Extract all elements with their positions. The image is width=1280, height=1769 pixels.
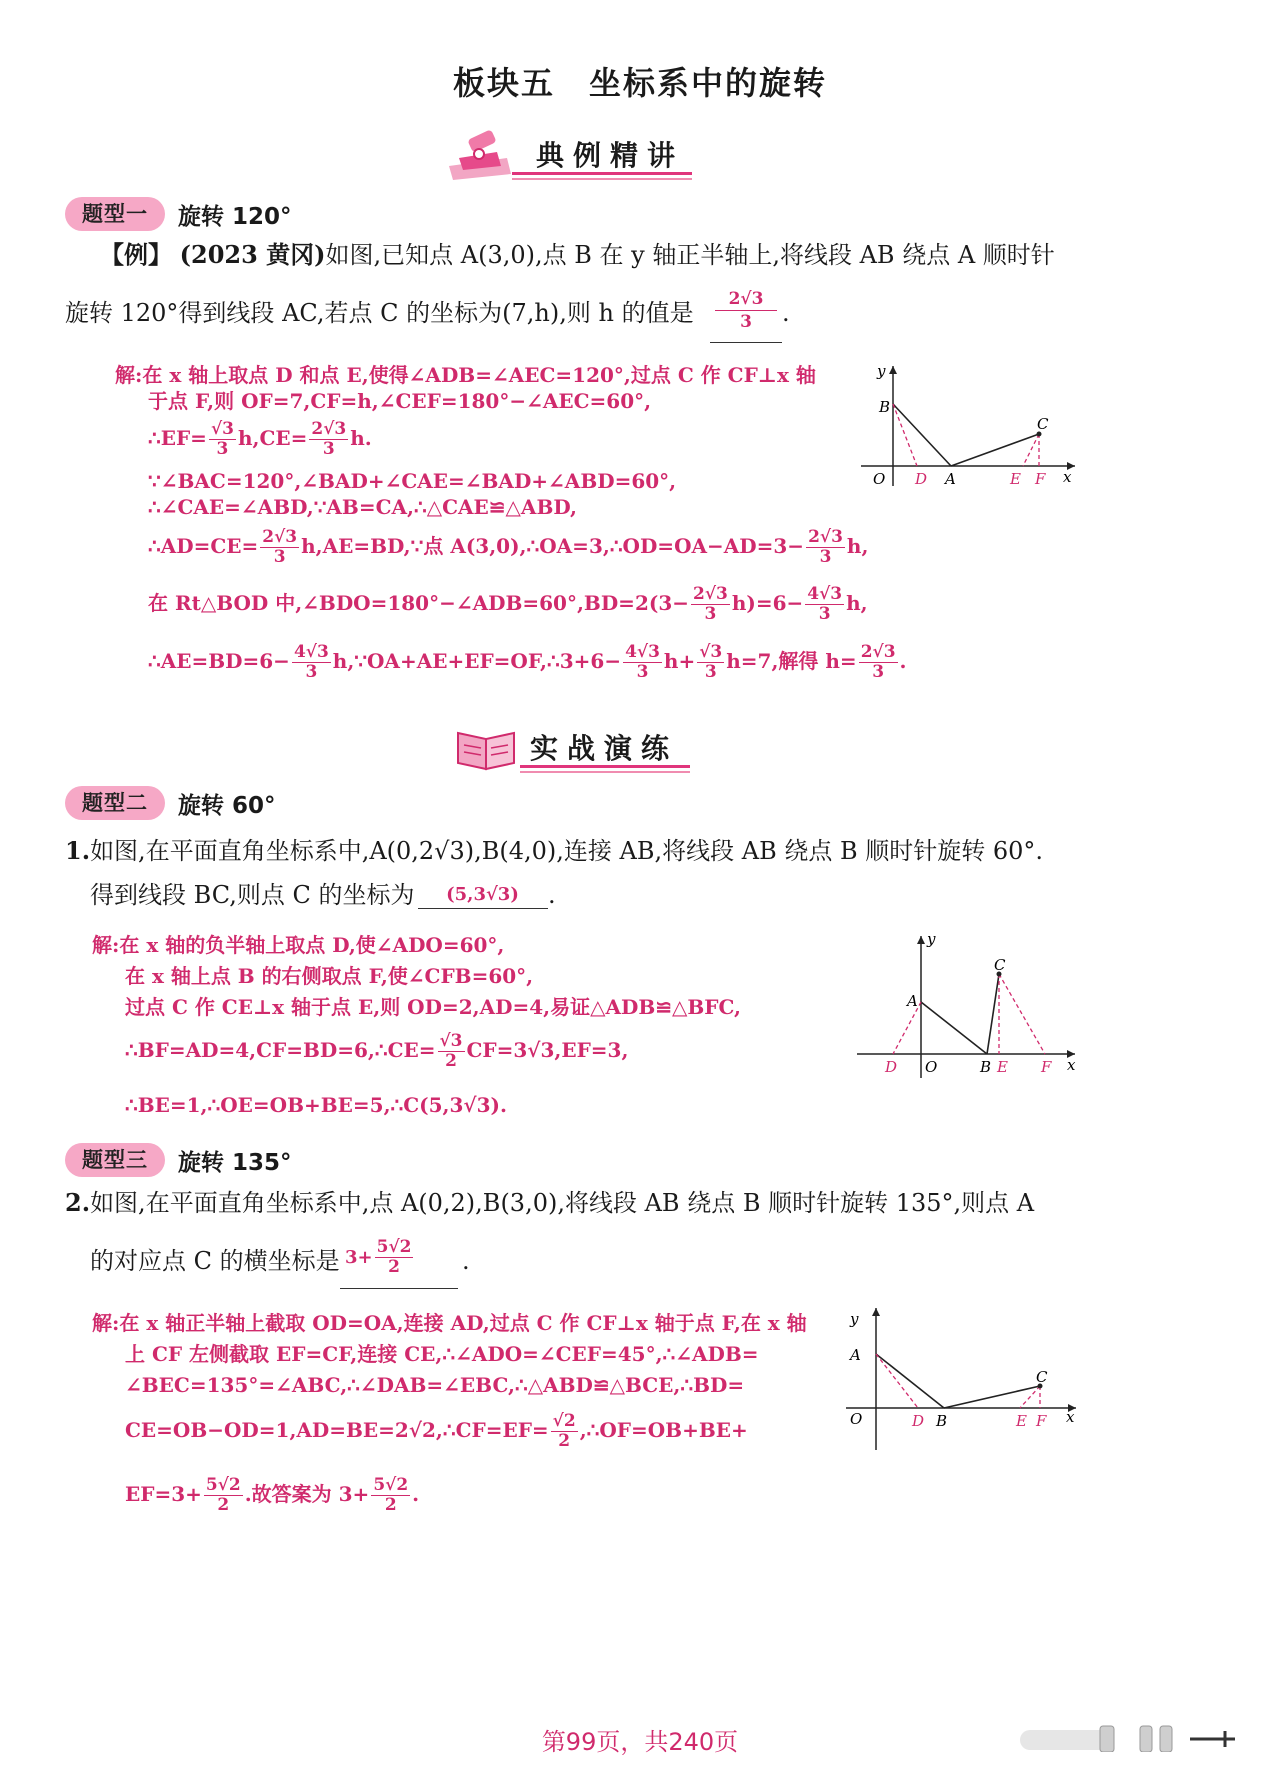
label-B: B: [936, 1412, 948, 1430]
label-C: C: [1037, 415, 1049, 433]
graph-rotation-120: [855, 360, 1080, 490]
label-F: F: [1036, 1412, 1047, 1430]
period: .: [548, 881, 556, 909]
label-y: y: [927, 930, 936, 948]
label-y: y: [850, 1310, 859, 1328]
label-B: B: [980, 1058, 992, 1076]
label-O: O: [850, 1410, 863, 1428]
q1-line1: 1.如图,在平面直角坐标系中,A(0,2√3),B(4,0),连接 AB,将线段 AB 绕点 B 顺时针旋转 60°.: [65, 836, 1044, 865]
label-O: O: [873, 470, 886, 488]
sol2-line3: 过点 C 作 CE⊥x 轴于点 E,则 OD=2,AD=4,易证△ADB≌△BFC,: [125, 995, 742, 1019]
telescope-icon: [445, 126, 515, 182]
sol1-line4: ∵∠BAC=120°,∠BAD+∠CAE=∠BAD+∠ABD=60°,: [148, 469, 677, 493]
q1-answer: (5,3√3): [446, 884, 519, 905]
example-banner: [440, 122, 700, 184]
banner-underline: [512, 172, 692, 175]
sol3-line3: ∠BEC=135°=∠ABC,∴∠DAB=∠EBC,∴△ABD≌△BCE,∴BD=: [125, 1373, 745, 1397]
type2-title: 旋转 60°: [178, 793, 276, 819]
q1-line2: 得到线段 BC,则点 C 的坐标为: [90, 881, 415, 909]
label-E: E: [997, 1058, 1008, 1076]
q2-answer: 3+ $\frac{5√2}{2}$: [345, 1237, 412, 1277]
q2-line2: 的对应点 C 的横坐标是: [90, 1247, 340, 1275]
period: .: [462, 1247, 470, 1275]
book-icon: [454, 719, 520, 775]
label-A: A: [945, 470, 956, 488]
type1-tag: 题型一: [65, 197, 165, 231]
viewer-controls-icon[interactable]: [1020, 1722, 1240, 1752]
practice-banner: [450, 715, 710, 777]
label-E: E: [1010, 470, 1021, 488]
label-D: D: [885, 1058, 898, 1076]
page-title: 板块五 坐标系中的旋转: [452, 64, 827, 102]
sol3-line1: 解:在 x 轴正半轴上截取 OD=OA,连接 AD,过点 C 作 CF⊥x 轴于点 F,在 x 轴: [92, 1311, 807, 1335]
sol2-line4: ∴BF=AD=4,CF=BD=6,∴CE= $\frac{√3}{2}$ CF=3√3,EF=3,: [125, 1031, 629, 1071]
sol3-line4: CE=OB−OD=1,AD=BE=2√2,∴CF=EF= $\frac{√2}{2}$ ,∴OF=OB+BE+: [125, 1411, 748, 1451]
label-x: x: [1067, 1056, 1076, 1074]
label-B: B: [879, 398, 891, 416]
example-answer: 2√3 3: [715, 288, 777, 333]
sol3-line5: EF=3+ $\frac{5√2}{2}$ .故答案为 3+ $\frac{5√2}{2}$ .: [125, 1475, 420, 1515]
sol1-line3: ∴EF= $\frac{√3}{3}$ h,CE= $\frac{2√3}{3}$ h.: [148, 419, 372, 459]
sol2-line5: ∴BE=1,∴OE=OB+BE=5,∴C(5,3√3).: [125, 1093, 507, 1117]
answer-blank: [340, 1288, 458, 1289]
label-A: A: [907, 992, 918, 1010]
example-question-line2: 旋转 120°得到线段 AC,若点 C 的坐标为(7,h),则 h 的值是: [65, 299, 694, 327]
sol1-line1: 解:在 x 轴上取点 D 和点 E,使得∠ADB=∠AEC=120°,过点 C 作 CF⊥x 轴: [115, 363, 816, 387]
type1-title: 旋转 120°: [178, 204, 292, 230]
banner-label: 实战演练: [530, 732, 679, 765]
sol1-line6: ∴AD=CE= $\frac{2√3}{3}$ h,AE=BD,∵点 A(3,0),∴OA=3,∴OD=OA−AD=3− $\frac{2√3}{3}$ h,: [148, 527, 869, 567]
banner-underline-thin: [512, 178, 692, 180]
sol2-line2: 在 x 轴上点 B 的右侧取点 F,使∠CFB=60°,: [125, 964, 534, 988]
label-A: A: [850, 1346, 861, 1364]
period: .: [782, 299, 790, 327]
page-indicator: 第99页，共240页: [541, 1728, 739, 1756]
label-x: x: [1066, 1408, 1075, 1426]
type3-tag: 题型三: [65, 1143, 165, 1177]
banner-label: 典例精讲: [536, 139, 685, 172]
label-x: x: [1063, 468, 1072, 486]
type3-title: 旋转 135°: [178, 1150, 292, 1176]
sol1-line8: ∴AE=BD=6− $\frac{4√3}{3}$ h,∵OA+AE+EF=OF,∴3+6− $\frac{4√3}{3}$ h+ $\frac{√3}{3}$ h=7,解得 h= $\frac{2√3}{3}$ .: [148, 642, 907, 682]
sol1-line7: 在 Rt△BOD 中,∠BDO=180°−∠ADB=60°,BD=2(3− $\frac{2√3}{3}$ h)=6− $\frac{4√3}{3}$ h,: [148, 584, 868, 624]
sol1-line5: ∴∠CAE=∠ABD,∵AB=CA,∴△CAE≌△ABD,: [148, 495, 577, 519]
label-O: O: [925, 1058, 938, 1076]
q2-line1: 2.如图,在平面直角坐标系中,点 A(0,2),B(3,0),将线段 AB 绕点 B 顺时针旋转 135°,则点 A: [65, 1188, 1035, 1217]
banner-underline-thin: [520, 771, 690, 773]
graph-rotation-135: [840, 1302, 1080, 1452]
sol1-line2: 于点 F,则 OF=7,CF=h,∠CEF=180°−∠AEC=60°,: [148, 389, 652, 413]
label-F: F: [1041, 1058, 1052, 1076]
answer-blank: [710, 342, 782, 343]
type2-tag: 题型二: [65, 786, 165, 820]
label-C: C: [1036, 1368, 1048, 1386]
graph-rotation-60: [853, 930, 1080, 1080]
banner-underline: [520, 765, 690, 768]
sol3-line2: 上 CF 左侧截取 EF=CF,连接 CE,∴∠ADO=∠CEF=45°,∴∠ADB=: [125, 1342, 759, 1366]
answer-blank: [418, 908, 548, 909]
sol2-line1: 解:在 x 轴的负半轴上取点 D,使∠ADO=60°,: [92, 933, 505, 957]
label-y: y: [877, 362, 886, 380]
label-D: D: [912, 1412, 925, 1430]
label-E: E: [1016, 1412, 1027, 1430]
label-C: C: [994, 956, 1006, 974]
example-question-line1: 【例】 (2023 黄冈)如图,已知点 A(3,0),点 B 在 y 轴正半轴上,将线段 AB 绕点 A 顺时针: [100, 240, 1055, 269]
label-D: D: [915, 470, 928, 488]
label-F: F: [1035, 470, 1046, 488]
